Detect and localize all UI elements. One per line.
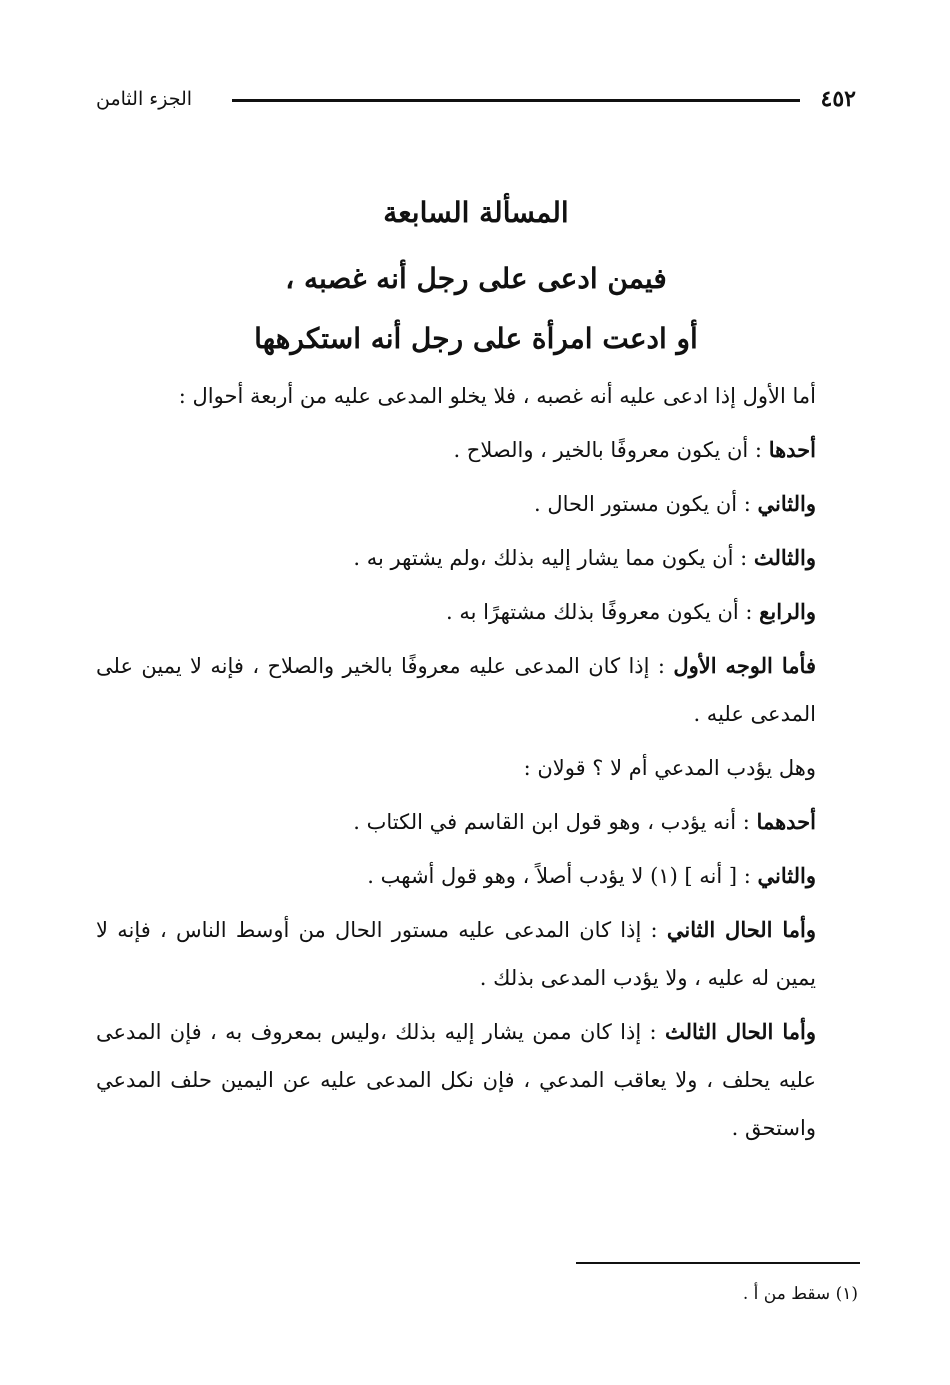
footnote-rule	[576, 1262, 860, 1264]
running-title: الجزء الثامن	[96, 88, 193, 110]
paragraph	[96, 642, 860, 738]
paragraph-text: : أن يكون مستور الحال .	[534, 492, 758, 516]
paragraph-lead: والثاني	[757, 863, 816, 888]
paragraph-text: : أن يكون مما يشار إليه بذلك ،ولم يشتهر به .	[353, 546, 754, 570]
paragraph	[96, 588, 860, 636]
paragraph-text: : أنه يؤدب ، وهو قول ابن القاسم في الكتاب .	[353, 810, 757, 834]
page-number: ٤٥٢	[820, 86, 856, 112]
paragraph-text: : أن يكون معروفًا بالخير ، والصلاح .	[453, 438, 769, 462]
paragraph-text: : إذا كان المدعى عليه معروفًا بالخير والصلاح ، فإنه لا يمين على المدعى عليه .	[96, 654, 816, 726]
header-rule	[232, 99, 800, 102]
section-subtitle-2: أو ادعت امرأة على رجل أنه استكرهها	[254, 322, 698, 355]
paragraph-text: : إذا كان ممن يشار إليه بذلك ،وليس بمعروف به ، فإن المدعى عليه يحلف ، ولا يعاقب المدعي ، فإن نكل المدعى عليه عن اليمين حلف المدعي واستحق .	[96, 1020, 816, 1140]
paragraph	[96, 534, 860, 582]
paragraph	[96, 372, 860, 420]
page-header	[96, 86, 856, 116]
paragraph-text: : [ أنه ] (١) لا يؤدب أصلاً ، وهو قول أشهب .	[367, 864, 758, 888]
paragraph-lead: والثاني	[757, 491, 816, 516]
paragraph-lead: والرابع	[759, 599, 816, 624]
paragraph-lead: والثالث	[753, 545, 816, 570]
paragraph	[96, 1008, 860, 1152]
paragraph-text: وهل يؤدب المدعي أم لا ؟ قولان :	[523, 756, 816, 780]
section-subtitle-1: فيمن ادعى على رجل أنه غصبه ،	[285, 262, 667, 295]
paragraph	[96, 480, 860, 528]
paragraph-text: : أن يكون معروفًا بذلك مشتهرًا به .	[446, 600, 760, 624]
paragraph-lead: وأما الحال الثالث	[664, 1019, 816, 1044]
paragraph-text: أما الأول إذا ادعى عليه أنه غصبه ، فلا يخلو المدعى عليه من أربعة أحوال :	[178, 384, 816, 408]
paragraph	[96, 852, 860, 900]
paragraph	[96, 906, 860, 1002]
paragraph	[96, 744, 860, 792]
section-title: المسألة السابعة	[383, 196, 569, 229]
paragraph	[96, 798, 860, 846]
paragraph-lead: وأما الحال الثاني	[666, 917, 816, 942]
paragraph-text: : إذا كان المدعى عليه مستور الحال من أوسط الناس ، فإنه لا يمين له عليه ، ولا يؤدب المدعى بذلك .	[96, 918, 816, 990]
footnote: (١) سقط من أ .	[742, 1284, 858, 1304]
paragraph-lead: أحدهما	[756, 809, 816, 834]
paragraph	[96, 426, 860, 474]
paragraph-lead: أحدها	[768, 437, 816, 462]
paragraph-lead: فأما الوجه الأول	[673, 653, 816, 678]
body-text	[96, 372, 860, 1152]
